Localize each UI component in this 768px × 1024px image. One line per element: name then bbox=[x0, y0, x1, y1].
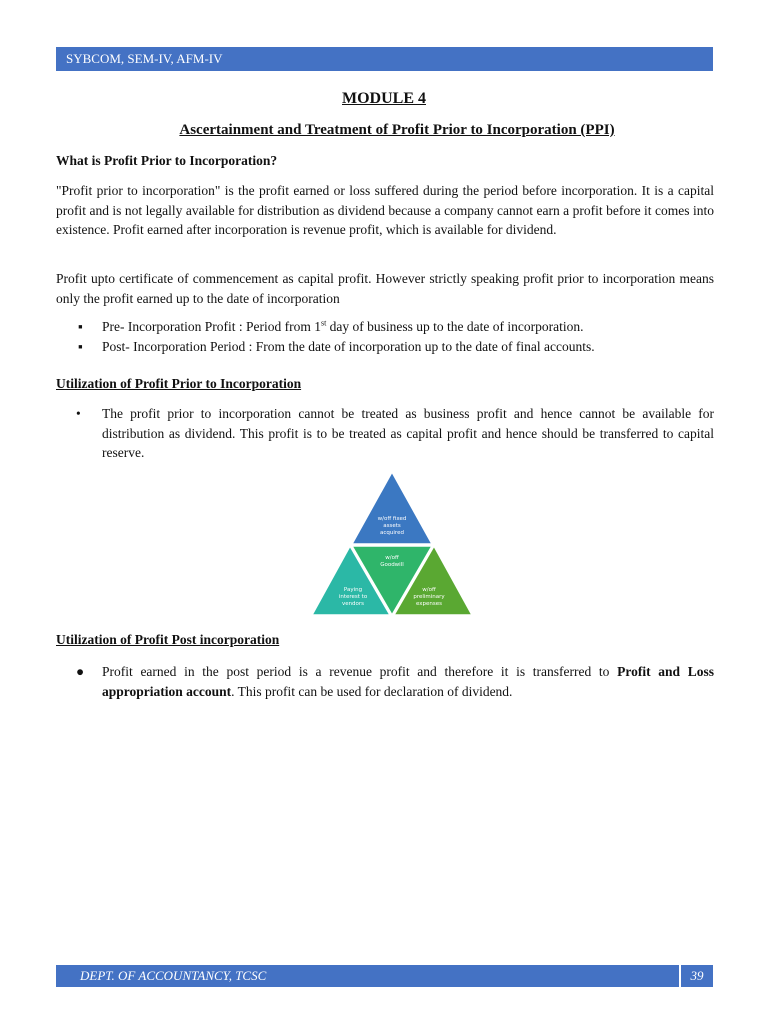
bullet-post: ● Profit earned in the post period is a revenue profit and therefore it is transferred to Profit and Loss appropriation account. This profit can be used for declaration of dividend. bbox=[76, 664, 715, 699]
question-heading: What is Profit Prior to Incorporation? bbox=[56, 153, 278, 168]
bullet-prior: • The profit prior to incorporation cannot be treated as business profit and hence cannot be available for distribution as dividend. This profit is to be treated as capital profit and hence should be transferred to capital reserve. bbox=[76, 406, 714, 460]
section-heading-prior: Utilization of Profit Prior to Incorporation bbox=[56, 376, 302, 391]
commencement-paragraph: Profit upto certificate of commencement as capital profit. However strictly speaking profit prior to incorporation means only the profit earned up to the date of incorporation bbox=[56, 271, 714, 306]
pl-appropriation-term: Profit and Loss appropriation account bbox=[102, 664, 715, 699]
square-bullet-icon: ▪ bbox=[78, 338, 83, 354]
square-bullet-icon: ▪ bbox=[78, 319, 83, 334]
definition-paragraph: "Profit prior to incorporation" is the profit earned or loss suffered during the period before incorporation. It is a capital profit and is not legally available for distribution as dividend because a company cannot earn a profit before it comes into existence. Profit earned after incorporation is revenue profit, which is available for dividend. bbox=[56, 183, 714, 237]
period-list bbox=[78, 317, 714, 356]
left-label-2: interest to bbox=[338, 594, 368, 600]
center-label-1: w/off bbox=[385, 555, 399, 561]
center-label-2: Goodwill bbox=[380, 562, 404, 568]
section-heading-post: Utilization of Profit Post incorporation bbox=[56, 632, 280, 647]
bullet-icon: ● bbox=[76, 664, 85, 679]
page-number: 39 bbox=[679, 965, 713, 987]
page-subtitle: Ascertainment and Treatment of Profit Prior to Incorporation (PPI) bbox=[179, 122, 615, 138]
top-label-2: assets bbox=[383, 523, 401, 529]
page-header bbox=[56, 47, 713, 71]
utilization-triangle-diagram bbox=[312, 470, 472, 618]
top-label-3: acquired bbox=[380, 530, 404, 536]
right-label-2: preliminary bbox=[413, 594, 445, 600]
footer-text: DEPT. OF ACCOUNTANCY, TCSC bbox=[80, 968, 267, 983]
right-label-1: w/off bbox=[422, 587, 436, 593]
list-item: ▪ Pre- Incorporation Profit : Period from 1st day of business up to the date of incorporation. bbox=[78, 317, 714, 337]
list-item: ▪ Post- Incorporation Period : From the date of incorporation up to the date of final accounts. bbox=[78, 337, 714, 357]
header-text: SYBCOM, SEM-IV, AFM-IV bbox=[66, 51, 223, 66]
top-label-1: w/off fixed bbox=[377, 516, 407, 522]
left-label-3: vendors bbox=[341, 601, 365, 607]
bullet-icon: • bbox=[76, 406, 81, 421]
page-footer bbox=[56, 965, 713, 987]
left-label-1: Paying bbox=[343, 587, 363, 593]
right-label-3: expenses bbox=[415, 601, 443, 607]
module-title: MODULE 4 bbox=[342, 90, 426, 107]
